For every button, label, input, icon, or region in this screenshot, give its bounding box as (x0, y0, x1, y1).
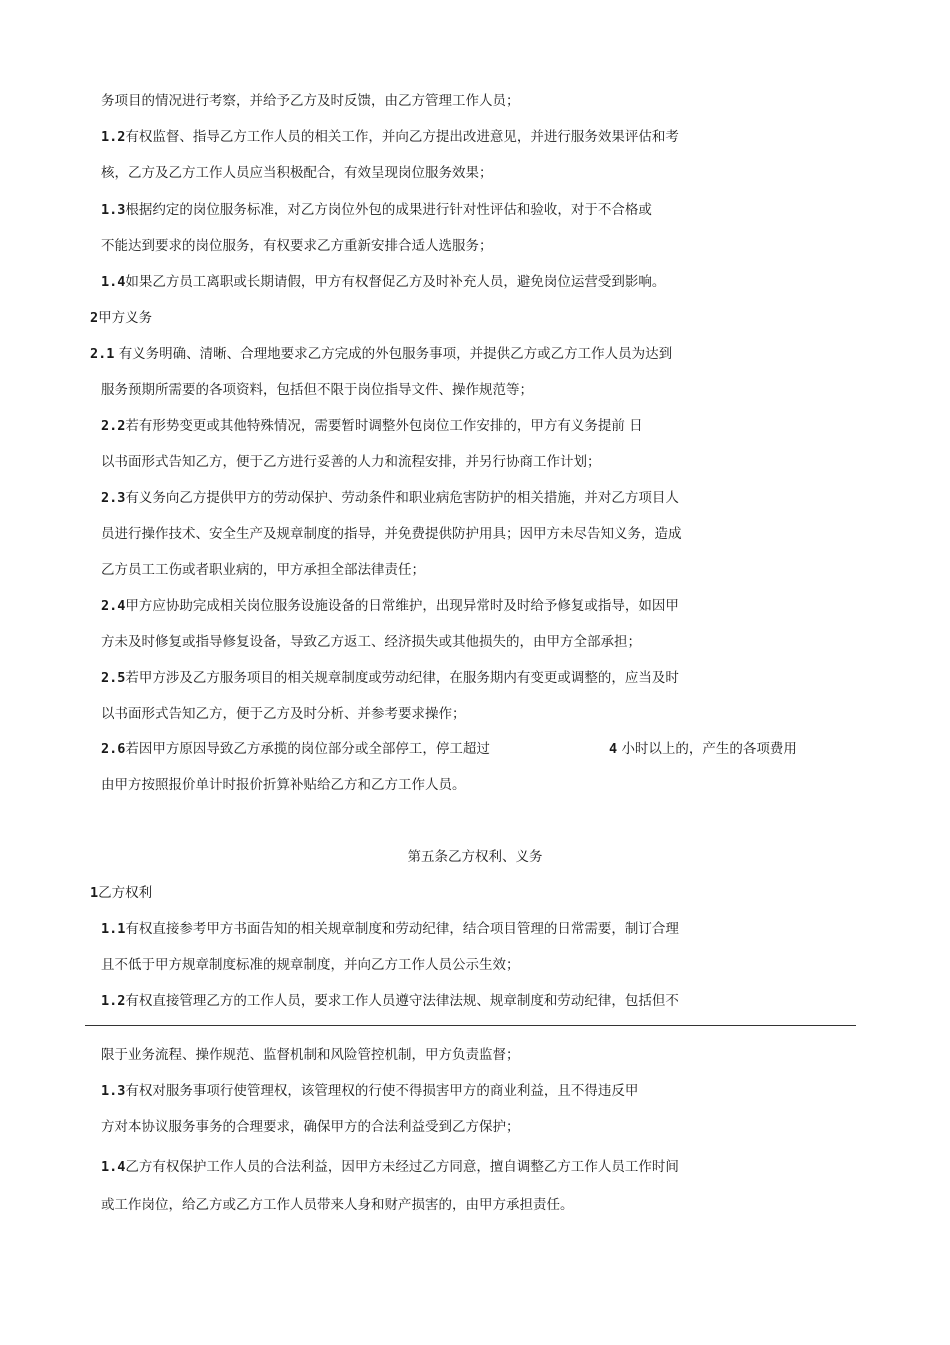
text-line: 以书面形式告知乙方，便于乙方及时分析、并参考要求操作； (101, 706, 466, 722)
page-divider (85, 1025, 856, 1026)
clause-1-2: 1.2有权直接管理乙方的工作人员，要求工作人员遵守法律法规、规章制度和劳动纪律，包括但不 (101, 993, 679, 1009)
clause-1-1: 1.1有权直接参考甲方书面告知的相关规章制度和劳动纪律，结合项目管理的日常需要，制订合理 (101, 921, 679, 937)
clause-1-4: 1.4乙方有权保护工作人员的合法利益，因甲方未经过乙方同意，擅自调整乙方工作人员工作时间 (101, 1159, 679, 1175)
clause-2-6: 2.6若因甲方原因导致乙方承揽的岗位部分或全部停工，停工超过 (101, 741, 490, 757)
text-line: 以书面形式告知乙方，便于乙方进行妥善的人力和流程安排，并另行协商工作计划； (101, 454, 601, 470)
text-line: 乙方员工工伤或者职业病的，甲方承担全部法律责任； (101, 562, 425, 578)
text-line: 且不低于甲方规章制度标准的规章制度，并向乙方工作人员公示生效； (101, 957, 520, 973)
clause-2-3: 2.3有义务向乙方提供甲方的劳动保护、劳动条件和职业病危害防护的相关措施，并对乙方项目人 (101, 490, 679, 506)
clause-1-4: 1.4如果乙方员工离职或长期请假，甲方有权督促乙方及时补充人员，避免岗位运营受到影响。 (101, 274, 666, 290)
clause-2-1: 2.1 有义务明确、清晰、合理地要求乙方完成的外包服务事项，并提供乙方或乙方工作人员为达到 (90, 346, 673, 362)
clause-2-4: 2.4甲方应协助完成相关岗位服务设施设备的日常维护，出现异常时及时给予修复或指导，如因甲 (101, 598, 679, 614)
clause-2-2: 2.2若有形势变更或其他特殊情况，需要暂时调整外包岗位工作安排的，甲方有义务提前 日 (101, 418, 643, 434)
clause-1-3: 1.3有权对服务事项行使管理权，该管理权的行使不得损害甲方的商业利益，且不得违反甲 (101, 1083, 639, 1099)
clause-1-3: 1.3根据约定的岗位服务标准，对乙方岗位外包的成果进行针对性评估和验收，对于不合格或 (101, 202, 652, 218)
text-line: 务项目的情况进行考察，并给予乙方及时反馈，由乙方管理工作人员； (101, 93, 520, 109)
text-line: 由甲方按照报价单计时报价折算补贴给乙方和乙方工作人员。 (101, 777, 466, 793)
text-line: 不能达到要求的岗位服务，有权要求乙方重新安排合适人选服务； (101, 238, 493, 254)
text-line: 限于业务流程、操作规范、监督机制和风险管控机制，甲方负责监督； (101, 1047, 520, 1063)
section-heading-2: 2甲方义务 (90, 310, 153, 326)
clause-1-2: 1.2有权监督、指导乙方工作人员的相关工作，并向乙方提出改进意见，并进行服务效果评估和考 (101, 129, 679, 145)
text-line: 或工作岗位，给乙方或乙方工作人员带来人身和财产损害的，由甲方承担责任。 (101, 1197, 574, 1213)
text-line: 员进行操作技术、安全生产及规章制度的指导，并免费提供防护用具；因甲方未尽告知义务，造成 (101, 526, 682, 542)
clause-2-6-continued: 4 小时以上的，产生的各项费用 (609, 741, 797, 757)
section-heading-1: 1乙方权利 (90, 885, 153, 901)
text-line: 核，乙方及乙方工作人员应当积极配合，有效呈现岗位服务效果； (101, 165, 493, 181)
article-5-title: 第五条乙方权利、义务 (407, 849, 543, 865)
text-line: 方未及时修复或指导修复设备，导致乙方返工、经济损失或其他损失的，由甲方全部承担； (101, 634, 641, 650)
clause-2-5: 2.5若甲方涉及乙方服务项目的相关规章制度或劳动纪律，在服务期内有变更或调整的，应当及时 (101, 670, 679, 686)
text-line: 方对本协议服务事务的合理要求，确保甲方的合法利益受到乙方保护； (101, 1119, 520, 1135)
text-line: 服务预期所需要的各项资料，包括但不限于岗位指导文件、操作规范等； (101, 382, 533, 398)
